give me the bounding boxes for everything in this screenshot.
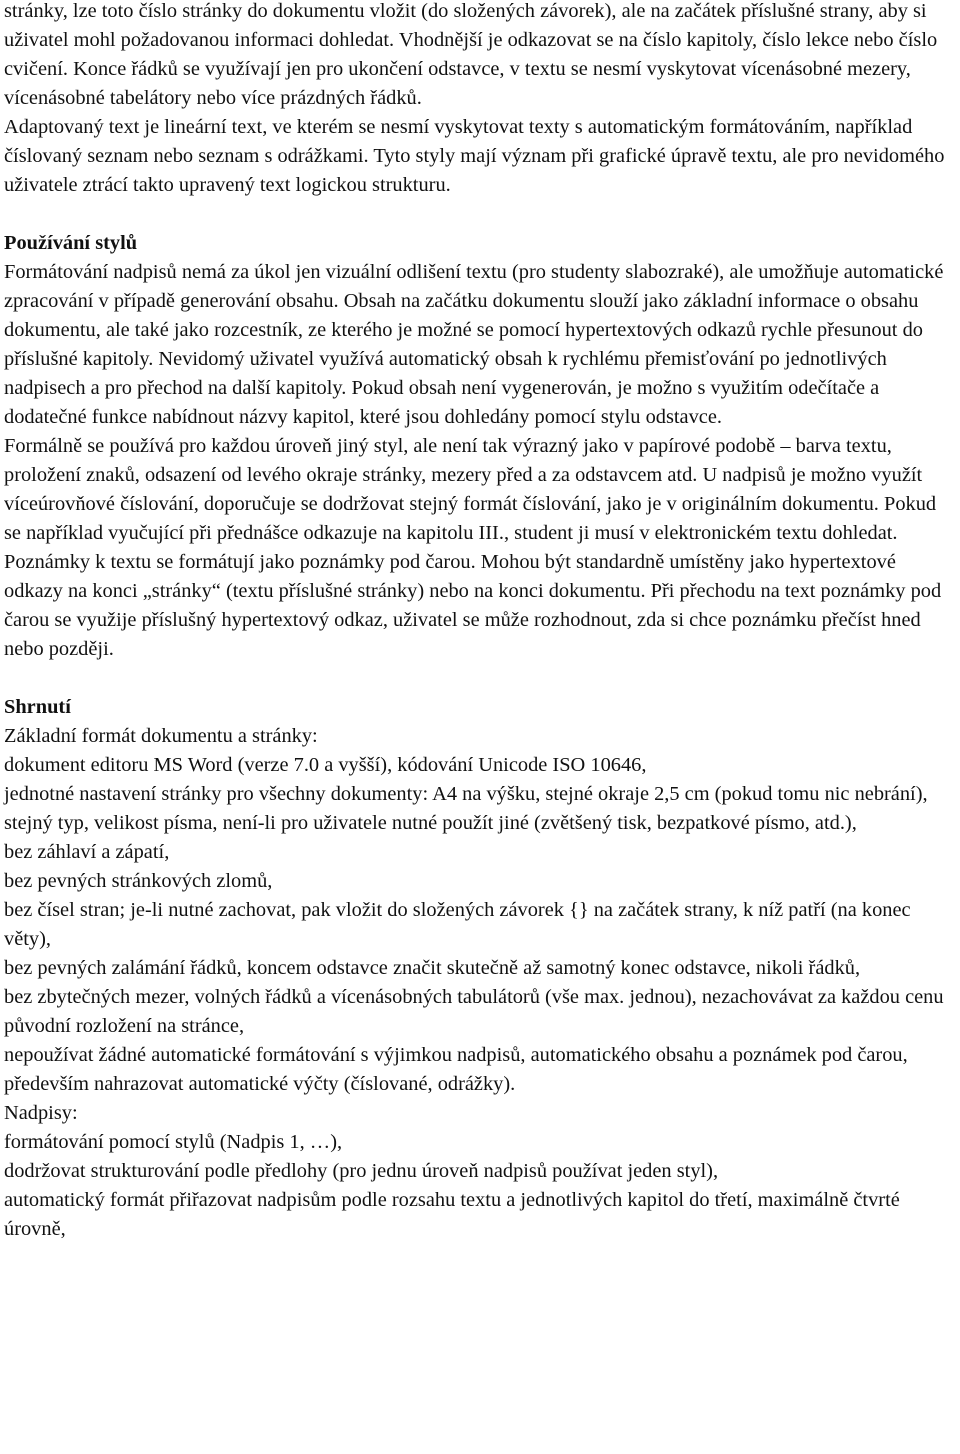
list-item: bez zbytečných mezer, volných řádků a vícenásobných tabulátorů (vše max. jednou), nezachovávat za každou cenu původní rozložení na stránce,	[4, 986, 944, 1037]
list-item: Nadpisy:	[4, 1102, 78, 1124]
paragraph-page-numbers: stránky, lze toto číslo stránky do dokumentu vložit (do složených závorek), ale na začátek příslušné strany, aby si uživatel mohl požadovanou informaci dohledat. Vhodnější je odkazovat se na číslo kapitoly, číslo lekce nebo číslo cvičení. Konce řádků se využívají jen pro ukončení odstavce, v textu se nesmí vyskytovat vícenásobné mezery, vícenásobné tabelátory nebo více prázdných řádků.	[4, 0, 938, 109]
section-continuation	[4, 0, 958, 200]
heading-styles: Používání stylů	[4, 232, 138, 254]
section-styles	[4, 229, 958, 664]
heading-summary: Shrnutí	[4, 696, 71, 718]
paragraph-heading-levels: Formálně se používá pro každou úroveň jiný styl, ale není tak výrazný jako v papírové podobě – barva textu, proložení znaků, odsazení od levého okraje stránky, mezery před a za odstavcem atd. U nadpisů je možno využít víceúrovňové číslování, doporučuje se dodržovat stejný formát číslování, jako je v originálním dokumentu. Pokud se například vyučující při přednášce odkazuje na kapitolu III., student ji musí v elektronickém textu dohledat.	[4, 435, 937, 544]
list-item: bez pevných stránkových zlomů,	[4, 870, 273, 892]
list-item: dodržovat strukturování podle předlohy (pro jednu úroveň nadpisů používat jeden styl),	[4, 1160, 719, 1182]
paragraph-adapted-text: Adaptovaný text je lineární text, ve kterém se nesmí vyskytovat texty s automatickým formátováním, například číslovaný seznam nebo seznam s odrážkami. Tyto styly mají význam při grafické úpravě textu, ale pro nevidomého uživatele ztrácí takto upravený text logickou strukturu.	[4, 116, 945, 196]
list-item: jednotné nastavení stránky pro všechny dokumenty: A4 na výšku, stejné okraje 2,5 cm (pokud tomu nic nebrání), stejný typ, velikost písma, není-li pro uživatele nutné použít jiné (zvětšený tisk, bezpatkové písmo, atd.),	[4, 783, 928, 834]
summary-list	[4, 722, 958, 1244]
list-item: automatický formát přiřazovat nadpisům podle rozsahu textu a jednotlivých kapitol do třetí, maximálně čtvrté úrovně,	[4, 1189, 900, 1240]
section-summary	[4, 693, 958, 1244]
list-item: dokument editoru MS Word (verze 7.0 a vyšší), kódování Unicode ISO 10646,	[4, 754, 647, 776]
list-item: bez záhlaví a zápatí,	[4, 841, 170, 863]
list-item: nepoužívat žádné automatické formátování s výjimkou nadpisů, automatického obsahu a poznámek pod čarou, především nahrazovat automatické výčty (číslované, odrážky).	[4, 1044, 908, 1095]
list-item: formátování pomocí stylů (Nadpis 1, …),	[4, 1131, 343, 1153]
paragraph-footnotes: Poznámky k textu se formátují jako poznámky pod čarou. Mohou být standardně umístěny jako hypertextové odkazy na konci „stránky“ (textu příslušné stránky) nebo na konci dokumentu. Při přechodu na text poznámky pod čarou se využije příslušný hypertextový odkaz, uživatel se může rozhodnout, zda si chce poznámku přečíst hned nebo později.	[4, 551, 942, 660]
paragraph-heading-formatting: Formátování nadpisů nemá za úkol jen vizuální odlišení textu (pro studenty slabozraké), ale umožňuje automatické zpracování v případě generování obsahu. Obsah na začátku dokumentu slouží jako základní informace o obsahu dokumentu, ale také jako rozcestník, ze kterého je možné se pomocí hypertextových odkazů rychle přesunout do příslušné kapitoly. Nevidomý uživatel využívá automatický obsah k rychlému přemisťování po jednotlivých nadpisech a pro přechod na další kapitoly. Pokud obsah není vygenerován, je možno s využitím odečítače a dodatečné funkce nabídnout názvy kapitol, které jsou dohledány pomocí stylu odstavce.	[4, 261, 944, 428]
list-item: bez čísel stran; je-li nutné zachovat, pak vložit do složených závorek {} na začátek strany, k níž patří (na konec věty),	[4, 899, 911, 950]
list-item: Základní formát dokumentu a stránky:	[4, 725, 318, 747]
list-item: bez pevných zalámání řádků, koncem odstavce značit skutečně až samotný konec odstavce, nikoli řádků,	[4, 957, 861, 979]
